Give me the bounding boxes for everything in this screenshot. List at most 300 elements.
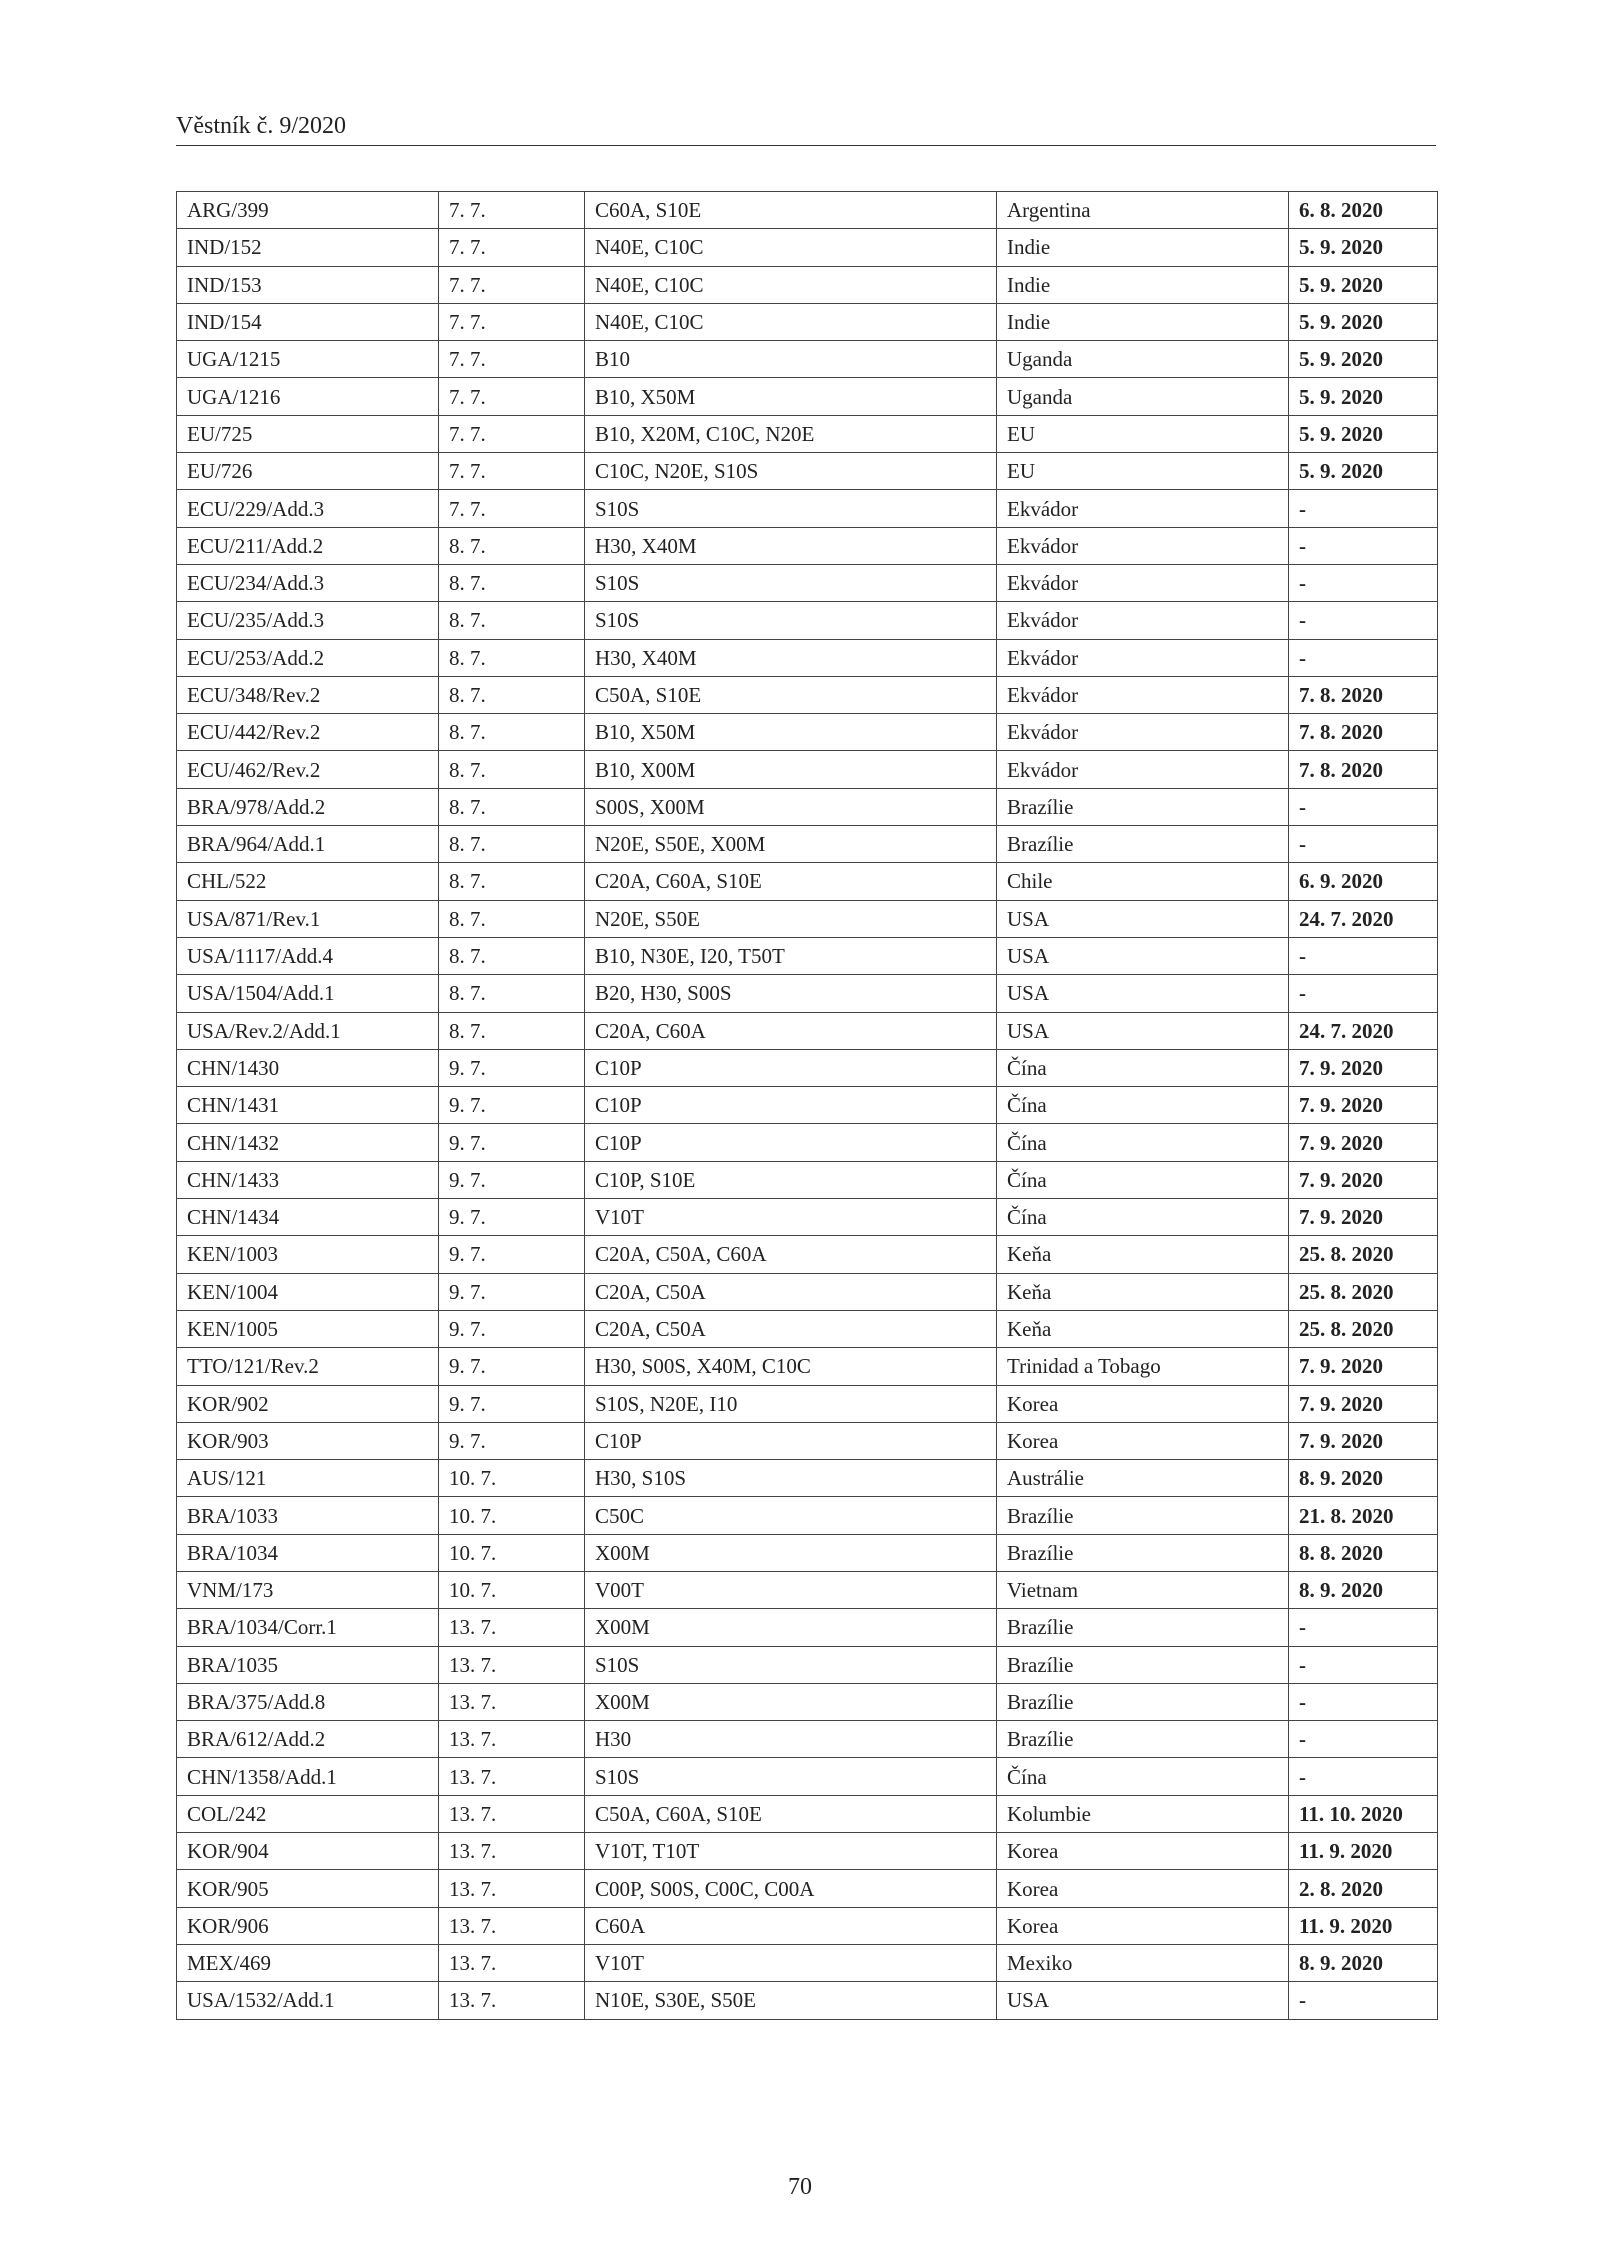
notification-id-cell: CHN/1358/Add.1: [177, 1758, 439, 1795]
product-codes-cell: C60A: [585, 1907, 997, 1944]
notification-id-cell: KEN/1003: [177, 1236, 439, 1273]
comment-deadline-cell: -: [1289, 564, 1438, 601]
notification-id-cell: ECU/229/Add.3: [177, 490, 439, 527]
table-row: [177, 1273, 1438, 1310]
country-cell: Argentina: [997, 192, 1289, 229]
country-cell: Čína: [997, 1758, 1289, 1795]
notification-date-cell: 9. 7.: [439, 1273, 585, 1310]
comment-deadline-cell: 5. 9. 2020: [1289, 415, 1438, 452]
comment-deadline-cell: 5. 9. 2020: [1289, 229, 1438, 266]
notification-id-cell: IND/153: [177, 266, 439, 303]
comment-deadline-cell: 24. 7. 2020: [1289, 1012, 1438, 1049]
country-cell: Ekvádor: [997, 490, 1289, 527]
product-codes-cell: H30, S00S, X40M, C10C: [585, 1348, 997, 1385]
product-codes-cell: C20A, C60A, S10E: [585, 863, 997, 900]
product-codes-cell: B10, X50M: [585, 714, 997, 751]
comment-deadline-cell: 5. 9. 2020: [1289, 378, 1438, 415]
product-codes-cell: N20E, S50E: [585, 900, 997, 937]
notification-date-cell: 8. 7.: [439, 900, 585, 937]
comment-deadline-cell: 21. 8. 2020: [1289, 1497, 1438, 1534]
product-codes-cell: N40E, C10C: [585, 229, 997, 266]
country-cell: Keňa: [997, 1273, 1289, 1310]
notification-date-cell: 8. 7.: [439, 937, 585, 974]
product-codes-cell: V10T: [585, 1199, 997, 1236]
product-codes-cell: B20, H30, S00S: [585, 975, 997, 1012]
table-row: [177, 1833, 1438, 1870]
notification-date-cell: 13. 7.: [439, 1795, 585, 1832]
country-cell: Brazílie: [997, 1497, 1289, 1534]
comment-deadline-cell: 5. 9. 2020: [1289, 453, 1438, 490]
country-cell: Ekvádor: [997, 602, 1289, 639]
comment-deadline-cell: 2. 8. 2020: [1289, 1870, 1438, 1907]
comment-deadline-cell: 7. 9. 2020: [1289, 1161, 1438, 1198]
country-cell: Indie: [997, 229, 1289, 266]
comment-deadline-cell: -: [1289, 826, 1438, 863]
table-row: [177, 1907, 1438, 1944]
country-cell: Keňa: [997, 1310, 1289, 1347]
table-row: [177, 863, 1438, 900]
notification-date-cell: 7. 7.: [439, 192, 585, 229]
notification-id-cell: KOR/905: [177, 1870, 439, 1907]
notification-id-cell: BRA/964/Add.1: [177, 826, 439, 863]
notification-date-cell: 8. 7.: [439, 564, 585, 601]
product-codes-cell: S10S: [585, 602, 997, 639]
table-row: [177, 826, 1438, 863]
table-row: [177, 341, 1438, 378]
country-cell: Austrálie: [997, 1460, 1289, 1497]
product-codes-cell: C10C, N20E, S10S: [585, 453, 997, 490]
notification-id-cell: BRA/612/Add.2: [177, 1721, 439, 1758]
table-row: [177, 788, 1438, 825]
country-cell: Čína: [997, 1049, 1289, 1086]
comment-deadline-cell: 7. 9. 2020: [1289, 1422, 1438, 1459]
comment-deadline-cell: 8. 9. 2020: [1289, 1460, 1438, 1497]
notification-date-cell: 8. 7.: [439, 639, 585, 676]
table-row: [177, 1236, 1438, 1273]
product-codes-cell: C10P: [585, 1422, 997, 1459]
product-codes-cell: V10T, T10T: [585, 1833, 997, 1870]
comment-deadline-cell: 7. 9. 2020: [1289, 1049, 1438, 1086]
notification-date-cell: 8. 7.: [439, 751, 585, 788]
notification-id-cell: ECU/462/Rev.2: [177, 751, 439, 788]
table-row: [177, 1012, 1438, 1049]
country-cell: Brazílie: [997, 826, 1289, 863]
table-row: [177, 975, 1438, 1012]
notification-date-cell: 7. 7.: [439, 303, 585, 340]
country-cell: Vietnam: [997, 1571, 1289, 1608]
notification-id-cell: USA/1504/Add.1: [177, 975, 439, 1012]
country-cell: Trinidad a Tobago: [997, 1348, 1289, 1385]
notification-id-cell: KEN/1005: [177, 1310, 439, 1347]
product-codes-cell: N20E, S50E, X00M: [585, 826, 997, 863]
comment-deadline-cell: 25. 8. 2020: [1289, 1236, 1438, 1273]
table-row: [177, 1758, 1438, 1795]
comment-deadline-cell: 11. 9. 2020: [1289, 1907, 1438, 1944]
product-codes-cell: C10P: [585, 1087, 997, 1124]
notification-id-cell: IND/152: [177, 229, 439, 266]
notification-date-cell: 13. 7.: [439, 1982, 585, 2019]
product-codes-cell: C60A, S10E: [585, 192, 997, 229]
comment-deadline-cell: -: [1289, 975, 1438, 1012]
comment-deadline-cell: 8. 8. 2020: [1289, 1534, 1438, 1571]
notification-id-cell: TTO/121/Rev.2: [177, 1348, 439, 1385]
country-cell: USA: [997, 1982, 1289, 2019]
product-codes-cell: B10, X50M: [585, 378, 997, 415]
table-row: [177, 303, 1438, 340]
comment-deadline-cell: 5. 9. 2020: [1289, 303, 1438, 340]
notification-id-cell: CHN/1434: [177, 1199, 439, 1236]
notification-date-cell: 13. 7.: [439, 1944, 585, 1981]
table-row: [177, 1683, 1438, 1720]
product-codes-cell: N40E, C10C: [585, 303, 997, 340]
notification-id-cell: USA/Rev.2/Add.1: [177, 1012, 439, 1049]
product-codes-cell: B10, N30E, I20, T50T: [585, 937, 997, 974]
notification-id-cell: ECU/253/Add.2: [177, 639, 439, 676]
comment-deadline-cell: 6. 9. 2020: [1289, 863, 1438, 900]
notification-date-cell: 8. 7.: [439, 975, 585, 1012]
table-row: [177, 1646, 1438, 1683]
notification-id-cell: BRA/1033: [177, 1497, 439, 1534]
comment-deadline-cell: -: [1289, 1609, 1438, 1646]
product-codes-cell: X00M: [585, 1683, 997, 1720]
notification-id-cell: ECU/235/Add.3: [177, 602, 439, 639]
product-codes-cell: C20A, C50A: [585, 1310, 997, 1347]
product-codes-cell: C10P: [585, 1124, 997, 1161]
product-codes-cell: C10P: [585, 1049, 997, 1086]
product-codes-cell: S10S, N20E, I10: [585, 1385, 997, 1422]
notification-date-cell: 13. 7.: [439, 1870, 585, 1907]
product-codes-cell: S10S: [585, 564, 997, 601]
comment-deadline-cell: 7. 8. 2020: [1289, 714, 1438, 751]
notification-id-cell: IND/154: [177, 303, 439, 340]
table-row: [177, 490, 1438, 527]
table-row: [177, 1348, 1438, 1385]
table-row: [177, 192, 1438, 229]
notification-id-cell: BRA/1034/Corr.1: [177, 1609, 439, 1646]
country-cell: Brazílie: [997, 788, 1289, 825]
notification-date-cell: 13. 7.: [439, 1907, 585, 1944]
notification-id-cell: EU/726: [177, 453, 439, 490]
notification-date-cell: 10. 7.: [439, 1571, 585, 1608]
product-codes-cell: S00S, X00M: [585, 788, 997, 825]
notification-id-cell: KOR/904: [177, 1833, 439, 1870]
product-codes-cell: C20A, C50A, C60A: [585, 1236, 997, 1273]
notification-date-cell: 7. 7.: [439, 490, 585, 527]
table-row: [177, 1944, 1438, 1981]
country-cell: Brazílie: [997, 1683, 1289, 1720]
notification-date-cell: 10. 7.: [439, 1460, 585, 1497]
notification-id-cell: ECU/211/Add.2: [177, 527, 439, 564]
comment-deadline-cell: -: [1289, 937, 1438, 974]
product-codes-cell: N40E, C10C: [585, 266, 997, 303]
notification-id-cell: UGA/1215: [177, 341, 439, 378]
notification-date-cell: 9. 7.: [439, 1236, 585, 1273]
comment-deadline-cell: 7. 9. 2020: [1289, 1385, 1438, 1422]
notification-id-cell: MEX/469: [177, 1944, 439, 1981]
product-codes-cell: H30, X40M: [585, 639, 997, 676]
comment-deadline-cell: 7. 9. 2020: [1289, 1348, 1438, 1385]
notification-date-cell: 10. 7.: [439, 1534, 585, 1571]
country-cell: USA: [997, 937, 1289, 974]
country-cell: USA: [997, 1012, 1289, 1049]
country-cell: Korea: [997, 1422, 1289, 1459]
page-number: 70: [788, 2174, 812, 2200]
table-row: [177, 602, 1438, 639]
country-cell: Korea: [997, 1385, 1289, 1422]
product-codes-cell: C50C: [585, 1497, 997, 1534]
notification-date-cell: 9. 7.: [439, 1161, 585, 1198]
notification-date-cell: 7. 7.: [439, 378, 585, 415]
country-cell: Keňa: [997, 1236, 1289, 1273]
table-row: [177, 751, 1438, 788]
notification-id-cell: COL/242: [177, 1795, 439, 1832]
table-row: [177, 1609, 1438, 1646]
comment-deadline-cell: 7. 8. 2020: [1289, 751, 1438, 788]
notification-date-cell: 13. 7.: [439, 1683, 585, 1720]
table-row: [177, 415, 1438, 452]
country-cell: Ekvádor: [997, 751, 1289, 788]
table-row: [177, 639, 1438, 676]
notification-date-cell: 8. 7.: [439, 863, 585, 900]
comment-deadline-cell: 5. 9. 2020: [1289, 266, 1438, 303]
notification-id-cell: VNM/173: [177, 1571, 439, 1608]
product-codes-cell: V00T: [585, 1571, 997, 1608]
notification-table-body: [177, 192, 1438, 2020]
table-row: [177, 714, 1438, 751]
table-row: [177, 1049, 1438, 1086]
table-row: [177, 564, 1438, 601]
country-cell: Brazílie: [997, 1534, 1289, 1571]
notification-date-cell: 8. 7.: [439, 788, 585, 825]
table-row: [177, 1161, 1438, 1198]
country-cell: Kolumbie: [997, 1795, 1289, 1832]
product-codes-cell: H30, S10S: [585, 1460, 997, 1497]
comment-deadline-cell: -: [1289, 788, 1438, 825]
table-row: [177, 1497, 1438, 1534]
product-codes-cell: C10P, S10E: [585, 1161, 997, 1198]
table-row: [177, 527, 1438, 564]
notification-date-cell: 8. 7.: [439, 714, 585, 751]
notification-id-cell: EU/725: [177, 415, 439, 452]
comment-deadline-cell: -: [1289, 527, 1438, 564]
country-cell: Ekvádor: [997, 527, 1289, 564]
country-cell: Korea: [997, 1870, 1289, 1907]
notification-date-cell: 7. 7.: [439, 415, 585, 452]
country-cell: Čína: [997, 1087, 1289, 1124]
table-row: [177, 1870, 1438, 1907]
product-codes-cell: N10E, S30E, S50E: [585, 1982, 997, 2019]
notification-id-cell: ECU/234/Add.3: [177, 564, 439, 601]
country-cell: Ekvádor: [997, 564, 1289, 601]
country-cell: Čína: [997, 1199, 1289, 1236]
country-cell: Korea: [997, 1833, 1289, 1870]
product-codes-cell: C50A, C60A, S10E: [585, 1795, 997, 1832]
notification-id-cell: UGA/1216: [177, 378, 439, 415]
notification-date-cell: 9. 7.: [439, 1199, 585, 1236]
table-row: [177, 676, 1438, 713]
notification-date-cell: 8. 7.: [439, 676, 585, 713]
notification-id-cell: USA/871/Rev.1: [177, 900, 439, 937]
country-cell: Brazílie: [997, 1609, 1289, 1646]
table-row: [177, 1124, 1438, 1161]
notification-date-cell: 8. 7.: [439, 826, 585, 863]
product-codes-cell: S10S: [585, 490, 997, 527]
country-cell: Indie: [997, 303, 1289, 340]
product-codes-cell: C20A, C60A: [585, 1012, 997, 1049]
notification-id-cell: AUS/121: [177, 1460, 439, 1497]
notification-date-cell: 8. 7.: [439, 527, 585, 564]
table-row: [177, 378, 1438, 415]
notification-id-cell: BRA/978/Add.2: [177, 788, 439, 825]
notification-id-cell: CHN/1432: [177, 1124, 439, 1161]
table-row: [177, 1571, 1438, 1608]
product-codes-cell: B10, X20M, C10C, N20E: [585, 415, 997, 452]
comment-deadline-cell: -: [1289, 1758, 1438, 1795]
table-row: [177, 1087, 1438, 1124]
country-cell: Ekvádor: [997, 676, 1289, 713]
country-cell: Brazílie: [997, 1721, 1289, 1758]
table-row: [177, 1385, 1438, 1422]
country-cell: Čína: [997, 1161, 1289, 1198]
product-codes-cell: H30: [585, 1721, 997, 1758]
comment-deadline-cell: 25. 8. 2020: [1289, 1273, 1438, 1310]
notification-date-cell: 9. 7.: [439, 1422, 585, 1459]
country-cell: USA: [997, 900, 1289, 937]
comment-deadline-cell: 25. 8. 2020: [1289, 1310, 1438, 1347]
comment-deadline-cell: -: [1289, 1982, 1438, 2019]
product-codes-cell: H30, X40M: [585, 527, 997, 564]
notification-id-cell: USA/1532/Add.1: [177, 1982, 439, 2019]
table-row: [177, 453, 1438, 490]
country-cell: Brazílie: [997, 1646, 1289, 1683]
notification-id-cell: CHN/1433: [177, 1161, 439, 1198]
notification-date-cell: 7. 7.: [439, 453, 585, 490]
notification-id-cell: CHL/522: [177, 863, 439, 900]
product-codes-cell: C20A, C50A: [585, 1273, 997, 1310]
comment-deadline-cell: 11. 10. 2020: [1289, 1795, 1438, 1832]
product-codes-cell: X00M: [585, 1534, 997, 1571]
notification-date-cell: 10. 7.: [439, 1497, 585, 1534]
notification-id-cell: KEN/1004: [177, 1273, 439, 1310]
notification-date-cell: 8. 7.: [439, 1012, 585, 1049]
table-row: [177, 1721, 1438, 1758]
notification-date-cell: 13. 7.: [439, 1721, 585, 1758]
comment-deadline-cell: 5. 9. 2020: [1289, 341, 1438, 378]
notification-id-cell: ARG/399: [177, 192, 439, 229]
comment-deadline-cell: 8. 9. 2020: [1289, 1571, 1438, 1608]
country-cell: Chile: [997, 863, 1289, 900]
comment-deadline-cell: -: [1289, 1646, 1438, 1683]
notification-id-cell: ECU/348/Rev.2: [177, 676, 439, 713]
product-codes-cell: S10S: [585, 1646, 997, 1683]
product-codes-cell: B10: [585, 341, 997, 378]
table-row: [177, 1422, 1438, 1459]
table-row: [177, 1199, 1438, 1236]
country-cell: Ekvádor: [997, 639, 1289, 676]
country-cell: Uganda: [997, 378, 1289, 415]
notification-id-cell: KOR/903: [177, 1422, 439, 1459]
table-row: [177, 937, 1438, 974]
country-cell: Čína: [997, 1124, 1289, 1161]
notification-id-cell: CHN/1430: [177, 1049, 439, 1086]
notification-date-cell: 7. 7.: [439, 266, 585, 303]
notification-date-cell: 9. 7.: [439, 1124, 585, 1161]
table-row: [177, 900, 1438, 937]
notification-id-cell: BRA/1035: [177, 1646, 439, 1683]
comment-deadline-cell: 7. 9. 2020: [1289, 1124, 1438, 1161]
notification-date-cell: 13. 7.: [439, 1833, 585, 1870]
table-row: [177, 1310, 1438, 1347]
country-cell: USA: [997, 975, 1289, 1012]
country-cell: Indie: [997, 266, 1289, 303]
notification-date-cell: 7. 7.: [439, 229, 585, 266]
notification-id-cell: USA/1117/Add.4: [177, 937, 439, 974]
product-codes-cell: C50A, S10E: [585, 676, 997, 713]
table-row: [177, 1982, 1438, 2019]
notification-date-cell: 9. 7.: [439, 1385, 585, 1422]
comment-deadline-cell: 7. 9. 2020: [1289, 1087, 1438, 1124]
notification-id-cell: BRA/1034: [177, 1534, 439, 1571]
product-codes-cell: C00P, S00S, C00C, C00A: [585, 1870, 997, 1907]
country-cell: Uganda: [997, 341, 1289, 378]
notification-date-cell: 13. 7.: [439, 1646, 585, 1683]
notification-table-container: [176, 191, 1437, 2020]
table-row: [177, 229, 1438, 266]
product-codes-cell: V10T: [585, 1944, 997, 1981]
notification-id-cell: KOR/906: [177, 1907, 439, 1944]
table-row: [177, 1795, 1438, 1832]
country-cell: EU: [997, 453, 1289, 490]
notification-date-cell: 9. 7.: [439, 1087, 585, 1124]
notification-date-cell: 9. 7.: [439, 1348, 585, 1385]
comment-deadline-cell: 8. 9. 2020: [1289, 1944, 1438, 1981]
country-cell: Mexiko: [997, 1944, 1289, 1981]
country-cell: EU: [997, 415, 1289, 452]
notification-date-cell: 7. 7.: [439, 341, 585, 378]
comment-deadline-cell: 7. 8. 2020: [1289, 676, 1438, 713]
product-codes-cell: X00M: [585, 1609, 997, 1646]
notification-id-cell: CHN/1431: [177, 1087, 439, 1124]
comment-deadline-cell: -: [1289, 602, 1438, 639]
page-header: [176, 112, 1436, 146]
table-row: [177, 266, 1438, 303]
comment-deadline-cell: -: [1289, 639, 1438, 676]
notification-date-cell: 9. 7.: [439, 1049, 585, 1086]
notification-date-cell: 9. 7.: [439, 1310, 585, 1347]
comment-deadline-cell: -: [1289, 1683, 1438, 1720]
comment-deadline-cell: -: [1289, 490, 1438, 527]
comment-deadline-cell: -: [1289, 1721, 1438, 1758]
comment-deadline-cell: 6. 8. 2020: [1289, 192, 1438, 229]
notification-id-cell: BRA/375/Add.8: [177, 1683, 439, 1720]
notification-table: [176, 191, 1438, 2020]
comment-deadline-cell: 11. 9. 2020: [1289, 1833, 1438, 1870]
country-cell: Korea: [997, 1907, 1289, 1944]
notification-id-cell: KOR/902: [177, 1385, 439, 1422]
notification-id-cell: ECU/442/Rev.2: [177, 714, 439, 751]
notification-date-cell: 13. 7.: [439, 1758, 585, 1795]
product-codes-cell: S10S: [585, 1758, 997, 1795]
table-row: [177, 1460, 1438, 1497]
journal-title: Věstník č. 9/2020: [176, 113, 346, 139]
country-cell: Ekvádor: [997, 714, 1289, 751]
notification-date-cell: 8. 7.: [439, 602, 585, 639]
product-codes-cell: B10, X00M: [585, 751, 997, 788]
table-row: [177, 1534, 1438, 1571]
comment-deadline-cell: 24. 7. 2020: [1289, 900, 1438, 937]
comment-deadline-cell: 7. 9. 2020: [1289, 1199, 1438, 1236]
notification-date-cell: 13. 7.: [439, 1609, 585, 1646]
